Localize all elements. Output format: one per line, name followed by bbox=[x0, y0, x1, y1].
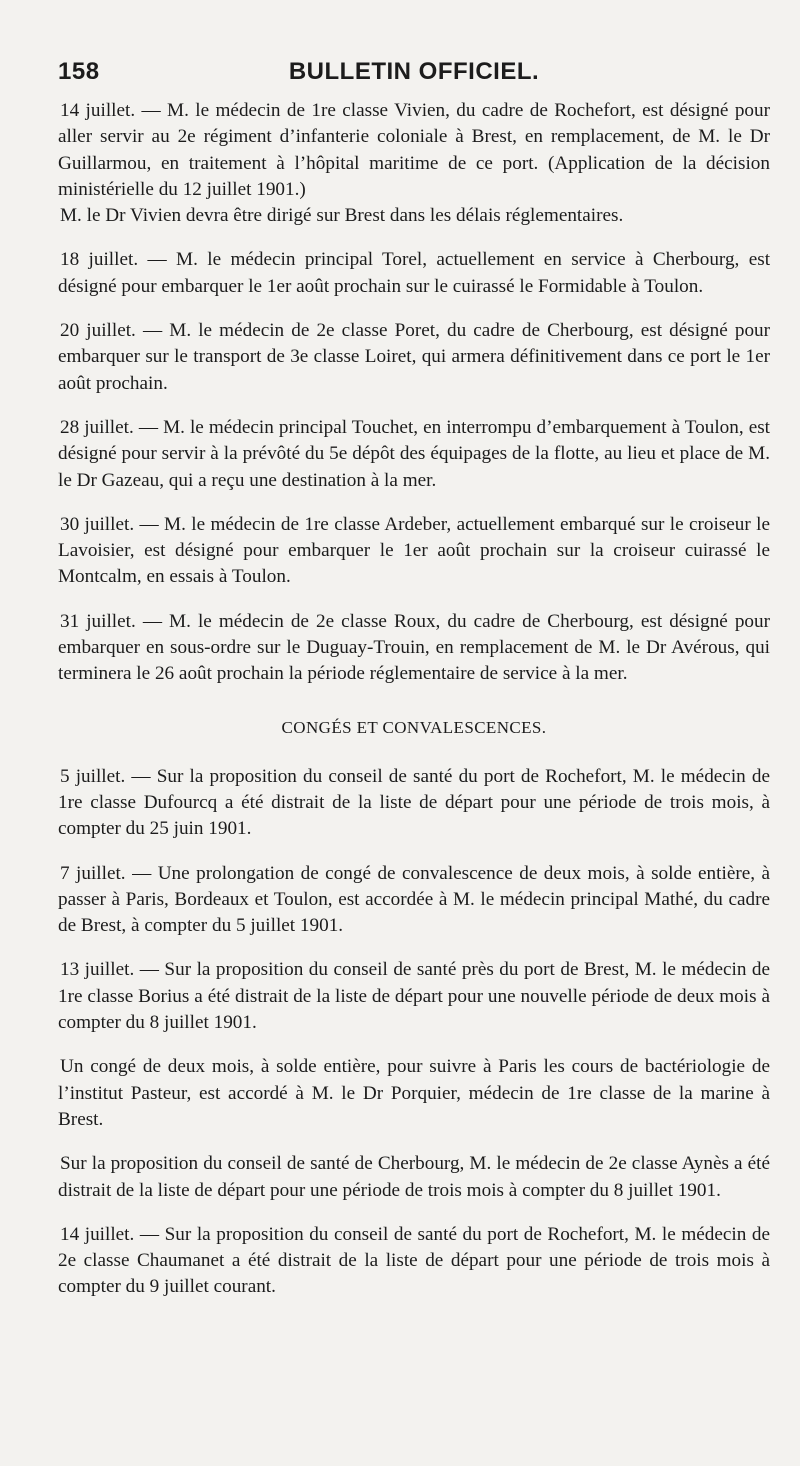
paragraph-date: 20 juillet. bbox=[60, 320, 136, 342]
paragraph-date: 13 juillet. bbox=[60, 959, 135, 981]
paragraph bbox=[58, 861, 770, 940]
paragraph-text: — Une prolongation de congé de convalescence de deux mois, à solde entière, à passer à Paris, Bordeaux et Toulon, est accordée à M. le médecin principal Mathé, du cadre de Brest, à compter du 5 juillet 1901. bbox=[58, 862, 771, 937]
paragraph-text: — M. le médecin de 2e classe Roux, du cadre de Cherbourg, est désigné pour embarquer en sous-ordre sur le Duguay-Trouin, en remplacement de M. le Dr Avérous, qui terminera le 26 août prochain la période réglementaire de service à la mer. bbox=[58, 610, 771, 685]
paragraph-date: 30 juillet. bbox=[60, 513, 135, 535]
paragraph-text: — Sur la proposition du conseil de santé du port de Rochefort, M. le médecin de 1re classe Dufourcq a été distrait de la liste de départ pour une période de trois mois, à compter du 25 juin 1901. bbox=[58, 765, 770, 840]
paragraph-date: 7 juillet. bbox=[60, 862, 126, 884]
paragraph-text: — Sur la proposition du conseil de santé du port de Rochefort, M. le médecin de 2e classe Chaumanet a été distrait de la liste de départ pour une période de trois mois à compter du 9 juillet courant. bbox=[58, 1223, 770, 1298]
page-body bbox=[58, 98, 770, 1319]
paragraph-date: 5 juillet. bbox=[60, 765, 126, 787]
paragraph-text: — Sur la proposition du conseil de santé près du port de Brest, M. le médecin de 1re classe Borius a été distrait de la liste de départ pour une nouvelle période de deux mois à compter du 8 juillet 1901. bbox=[58, 959, 771, 1034]
section-title: CONGÉS ET CONVALESCENCES. bbox=[281, 717, 547, 737]
paragraph-text: — M. le médecin principal Torel, actuellement en service à Cherbourg, est désigné pour embarquer le 1er août prochain sur le cuirassé le Formidable à Toulon. bbox=[58, 249, 771, 297]
paragraph-text: Sur la proposition du conseil de santé de Cherbourg, M. le médecin de 2e classe Aynès a été distrait de la liste de départ pour une période de trois mois à compter du 8 juillet 1901. bbox=[58, 1153, 770, 1201]
paragraph bbox=[58, 247, 770, 300]
paragraph bbox=[58, 415, 770, 494]
paragraph bbox=[58, 764, 770, 843]
paragraph-date: 18 juillet. bbox=[60, 249, 139, 271]
running-title: BULLETIN OFFICIEL. bbox=[288, 58, 540, 85]
paragraph-text: — M. le médecin principal Touchet, en interrompu d’embarquement à Toulon, est désigné pour servir à la prévôté du 5e dépôt des équipages de la flotte, au lieu et place de M. le Dr Gazeau, qui a reçu une destination à la mer. bbox=[58, 416, 771, 491]
paragraph-text: Un congé de deux mois, à solde entière, pour suivre à Paris les cours de bactériologie de l’institut Pasteur, est accordé à M. le Dr Porquier, médecin de 1re classe de la marine à Brest. bbox=[58, 1056, 770, 1130]
paragraph-date: 31 juillet. bbox=[60, 610, 136, 632]
paragraph-date: 14 juillet. bbox=[60, 100, 136, 121]
paragraph-date: 14 juillet. bbox=[60, 1223, 135, 1245]
paragraph bbox=[58, 1222, 770, 1301]
paragraph bbox=[58, 1151, 770, 1204]
paragraph bbox=[58, 98, 770, 203]
paragraph bbox=[58, 1054, 770, 1133]
paragraph bbox=[58, 203, 770, 229]
page-number: 158 bbox=[58, 58, 100, 85]
paragraph bbox=[58, 318, 770, 397]
paragraph-date: 28 juillet. bbox=[60, 416, 134, 438]
paragraph bbox=[58, 957, 770, 1036]
paragraph bbox=[58, 609, 770, 688]
paragraph-text: — M. le médecin de 1re classe Ardeber, actuellement embarqué sur le croiseur le Lavoisier, est désigné pour embarquer le 1er août prochain sur la croiseur cuirassé le Montcalm, en essais à Toulon. bbox=[58, 513, 771, 588]
paragraph bbox=[58, 512, 770, 591]
paragraph-text: — M. le médecin de 2e classe Poret, du cadre de Cherbourg, est désigné pour embarquer sur le transport de 3e classe Loiret, qui armera définitivement dans ce port le 1er août prochain. bbox=[58, 320, 771, 394]
paragraph-text: M. le Dr Vivien devra être dirigé sur Brest dans les délais réglementaires. bbox=[60, 205, 624, 227]
paragraph-text: — M. le médecin de 1re classe Vivien, du cadre de Rochefort, est désigné pour aller servir au 2e régiment d’infanterie coloniale à Brest, en remplacement, de M. le Dr Guillarmou, en traitement à l’hôpital maritime de ce port. (Application de la décision ministérielle du 12 juillet 1901.) bbox=[58, 100, 770, 200]
page-header bbox=[58, 58, 770, 94]
